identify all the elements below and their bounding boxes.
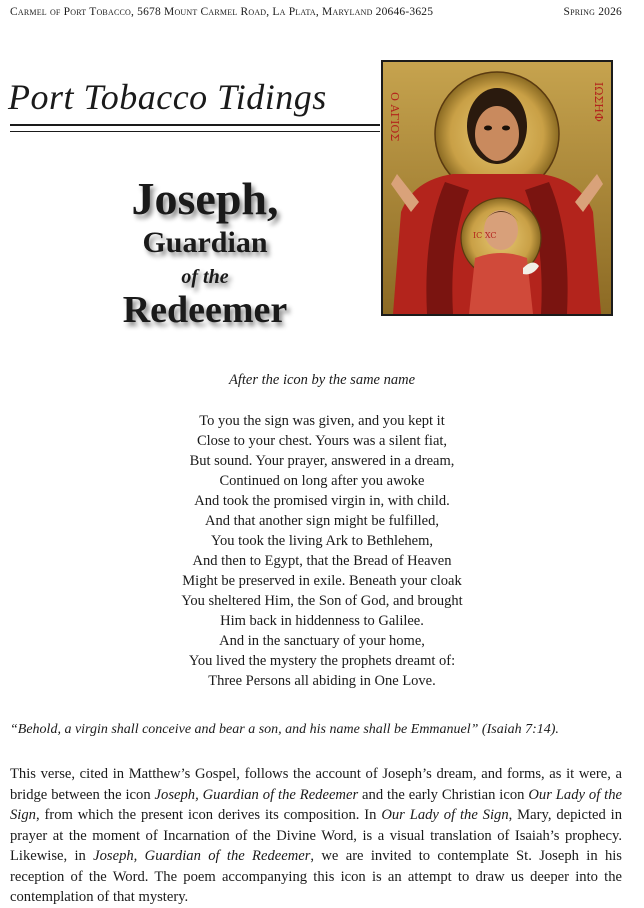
body-italic-title: Joseph, Guardian of the Redeemer xyxy=(93,848,311,864)
poem-line: Three Persons all abiding in One Love. xyxy=(208,673,436,689)
masthead-title: Port Tobacco Tidings xyxy=(8,77,327,117)
poem-line: Close to your chest. Yours was a silent fiat, xyxy=(196,433,448,449)
poem-line: And in the sanctuary of your home, xyxy=(219,633,425,649)
scripture-quote: “Behold, a virgin shall conceive and bear a son, and his name shall be Emmanuel” (Isaiah 7:14). xyxy=(10,722,559,737)
article-title-line1: Joseph, xyxy=(131,173,279,224)
joseph-eye-right xyxy=(502,126,510,131)
poem-line: And that another sign might be fulfilled, xyxy=(205,513,439,529)
icon-illustration xyxy=(383,62,611,314)
child-robe xyxy=(469,253,533,314)
joseph-eye-left xyxy=(484,126,492,131)
inscription-left: Ο ΑΓΙΟΣ xyxy=(388,92,401,142)
poem-line: Might be preserved in exile. Beneath your cloak xyxy=(182,573,462,589)
poem-line: Continued on long after you awoke xyxy=(219,473,425,489)
poem-subtitle: After the icon by the same name xyxy=(228,372,416,388)
inscription-child: IC XC xyxy=(473,231,497,240)
article-title-line2: Guardian xyxy=(142,226,268,259)
poem-line: And then to Egypt, that the Bread of Heaven xyxy=(192,553,452,569)
icon-image xyxy=(381,60,613,316)
body-paragraph xyxy=(10,764,622,908)
poem-line: You lived the mystery the prophets dreamt of: xyxy=(188,653,456,669)
poem-line: You sheltered Him, the Son of God, and brought xyxy=(181,593,463,609)
body-text-run: , Mary, depicted in prayer at the moment of Incarnation of the Divine Word, is a visual translation of Isaiah’s prophecy. Likewise, in xyxy=(10,807,622,864)
poem-line: But sound. Your prayer, answered in a dream, xyxy=(189,453,455,469)
body-text-run: This verse, cited in Matthew’s Gospel, follows the account of Joseph’s dream, and forms, as it were, a bridge between the icon xyxy=(10,766,622,803)
poem-line: You took the living Ark to Bethlehem, xyxy=(210,533,434,549)
article-title-line3: of the xyxy=(181,266,229,288)
article-title-line4: Redeemer xyxy=(122,289,288,331)
body-text-run: , from which the present icon derives its composition. In xyxy=(35,807,382,823)
masthead-rule-thin xyxy=(10,131,380,132)
poem-line: And took the promised virgin in, with child. xyxy=(194,493,450,509)
masthead-rule xyxy=(10,124,380,126)
body-text-run: and the early Christian icon xyxy=(358,786,529,803)
poem-line: Him back in hiddenness to Galilee. xyxy=(220,613,424,629)
poem xyxy=(0,411,644,691)
body-italic-title: Joseph, Guardian of the Redeemer xyxy=(154,786,359,803)
body-italic-title: Our Lady of the Sign xyxy=(10,786,622,823)
body-italic-title: Our Lady of the Sign xyxy=(381,807,509,823)
poem-line: To you the sign was given, and you kept it xyxy=(199,413,445,429)
header-issue: Spring 2026 xyxy=(563,6,622,18)
inscription-right: ΙΩΣΗΦ xyxy=(592,82,605,122)
body-text-run: , we are invited to contemplate St. Joseph in his reception of the Word. The poem accompanying this icon is an attempt to draw us deeper into the contemplation of that mystery. xyxy=(10,848,622,905)
header-organization: Carmel of Port Tobacco, 5678 Mount Carmel Road, La Plata, Maryland 20646-3625 xyxy=(10,6,434,18)
